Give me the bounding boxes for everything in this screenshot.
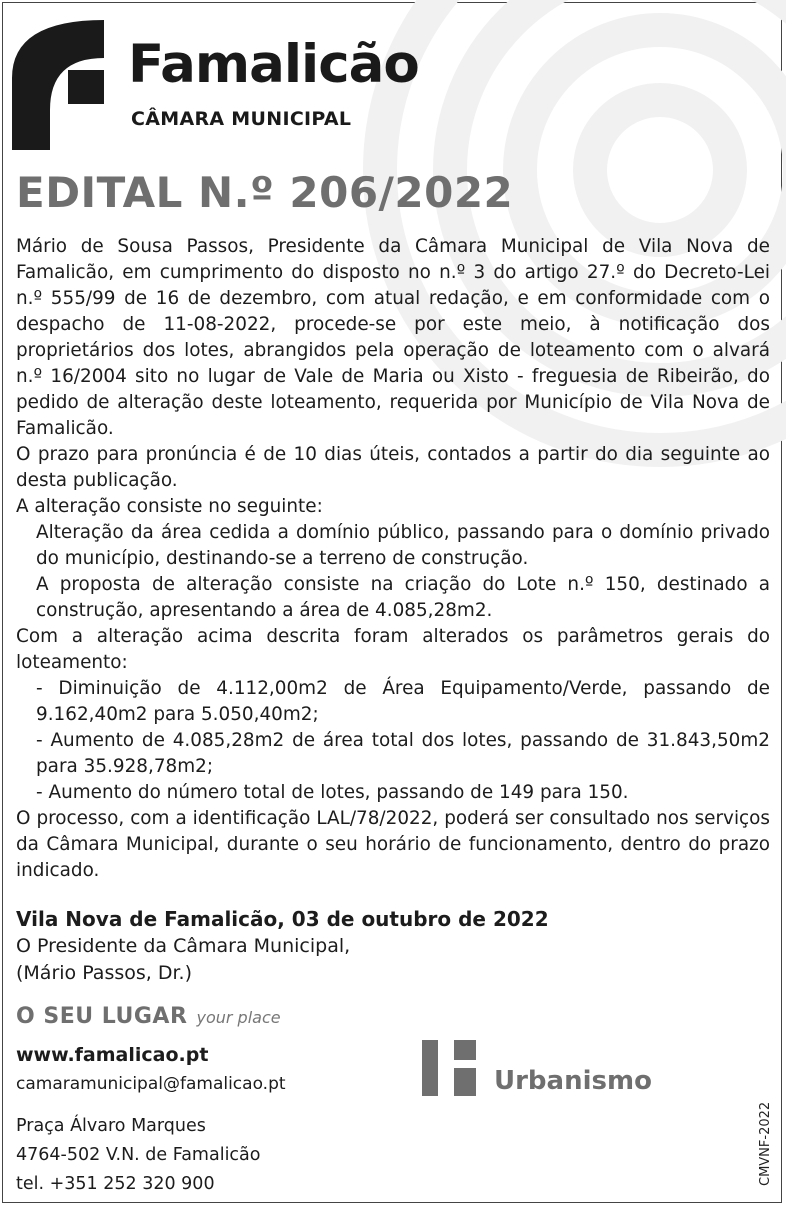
list-item: - Aumento do número total de lotes, passando de 149 para 150. xyxy=(36,782,629,803)
address-block xyxy=(16,1112,260,1199)
paragraph-process: O processo, com a identificação LAL/78/2022, poderá ser consultado nos serviços da Câmara Municipal, durante o seu horário de funcionamento, dentro do prazo indicado. xyxy=(16,808,770,881)
slogan-english: your place xyxy=(196,1008,281,1027)
paragraph-deadline: O prazo para pronúncia é de 10 dias úteis, contados a partir do dia seguinte ao desta publicação. xyxy=(16,444,770,491)
list-item: - Diminuição de 4.112,00m2 de Área Equipamento/Verde, passando de 9.162,40m2 para 5.050,40m2; xyxy=(36,678,770,725)
email-link[interactable]: camaramunicipal@famalicao.pt xyxy=(16,1074,286,1094)
paragraph-change-heading: A alteração consiste no seguinte: xyxy=(16,496,323,517)
edital-title: EDITAL N.º 206/2022 xyxy=(16,168,514,217)
paragraph-intro: Mário de Sousa Passos, Presidente da Câmara Municipal de Vila Nova de Famalicão, em cumprimento do disposto no n.º 3 do artigo 27.º do Decreto-Lei n.º 555/99 de 16 de dezembro, com atual redação, e em conformidade com o despacho de 11-08-2022, procede-se por este meio, à notificação dos proprietários dos lotes, abrangidos pela operação de loteamento com o alvará n.º 16/2004 sito no lugar de Vale de Maria ou Xisto - freguesia de Ribeirão, do pedido de alteração deste loteamento, requerida por Município de Vila Nova de Famalicão. xyxy=(16,236,770,439)
brand-subtitle: CÂMARA MUNICIPAL xyxy=(131,108,352,130)
signatory-name: (Mário Passos, Dr.) xyxy=(16,962,193,984)
publication-code: CMVNF-2022 xyxy=(758,1101,773,1186)
address-line-2: 4764-502 V.N. de Famalicão xyxy=(16,1145,261,1165)
department-name: Urbanismo xyxy=(494,1066,652,1096)
list-item: - Aumento de 4.085,28m2 de área total dos lotes, passando de 31.843,50m2 para 35.928,78m2; xyxy=(36,730,770,777)
slogan-text: O SEU LUGAR xyxy=(16,1004,188,1029)
phone-number: tel. +351 252 320 900 xyxy=(16,1174,215,1194)
brand-name: Famalicão xyxy=(128,34,419,95)
edital-body xyxy=(16,234,770,884)
paragraph-change-1: Alteração da área cedida a domínio público, passando para o domínio privado do município, destinando-se a terreno de construção. xyxy=(36,522,770,569)
place-date: Vila Nova de Famalicão, 03 de outubro de 2022 xyxy=(16,907,549,931)
paragraph-change-2: A proposta de alteração consiste na criação do Lote n.º 150, destinado a construção, apresentando a área de 4.085,28m2. xyxy=(36,574,770,621)
famalicao-logo-icon xyxy=(10,18,106,150)
paragraph-parameters: Com a alteração acima descrita foram alterados os parâmetros gerais do loteamento: xyxy=(16,626,770,673)
signatory-role: O Presidente da Câmara Municipal, xyxy=(16,935,351,957)
website-link[interactable]: www.famalicao.pt xyxy=(16,1044,209,1066)
slogan xyxy=(16,1004,281,1029)
urbanismo-logo-icon xyxy=(420,1040,478,1096)
closing-block xyxy=(16,906,770,987)
address-line-1: Praça Álvaro Marques xyxy=(16,1116,206,1136)
